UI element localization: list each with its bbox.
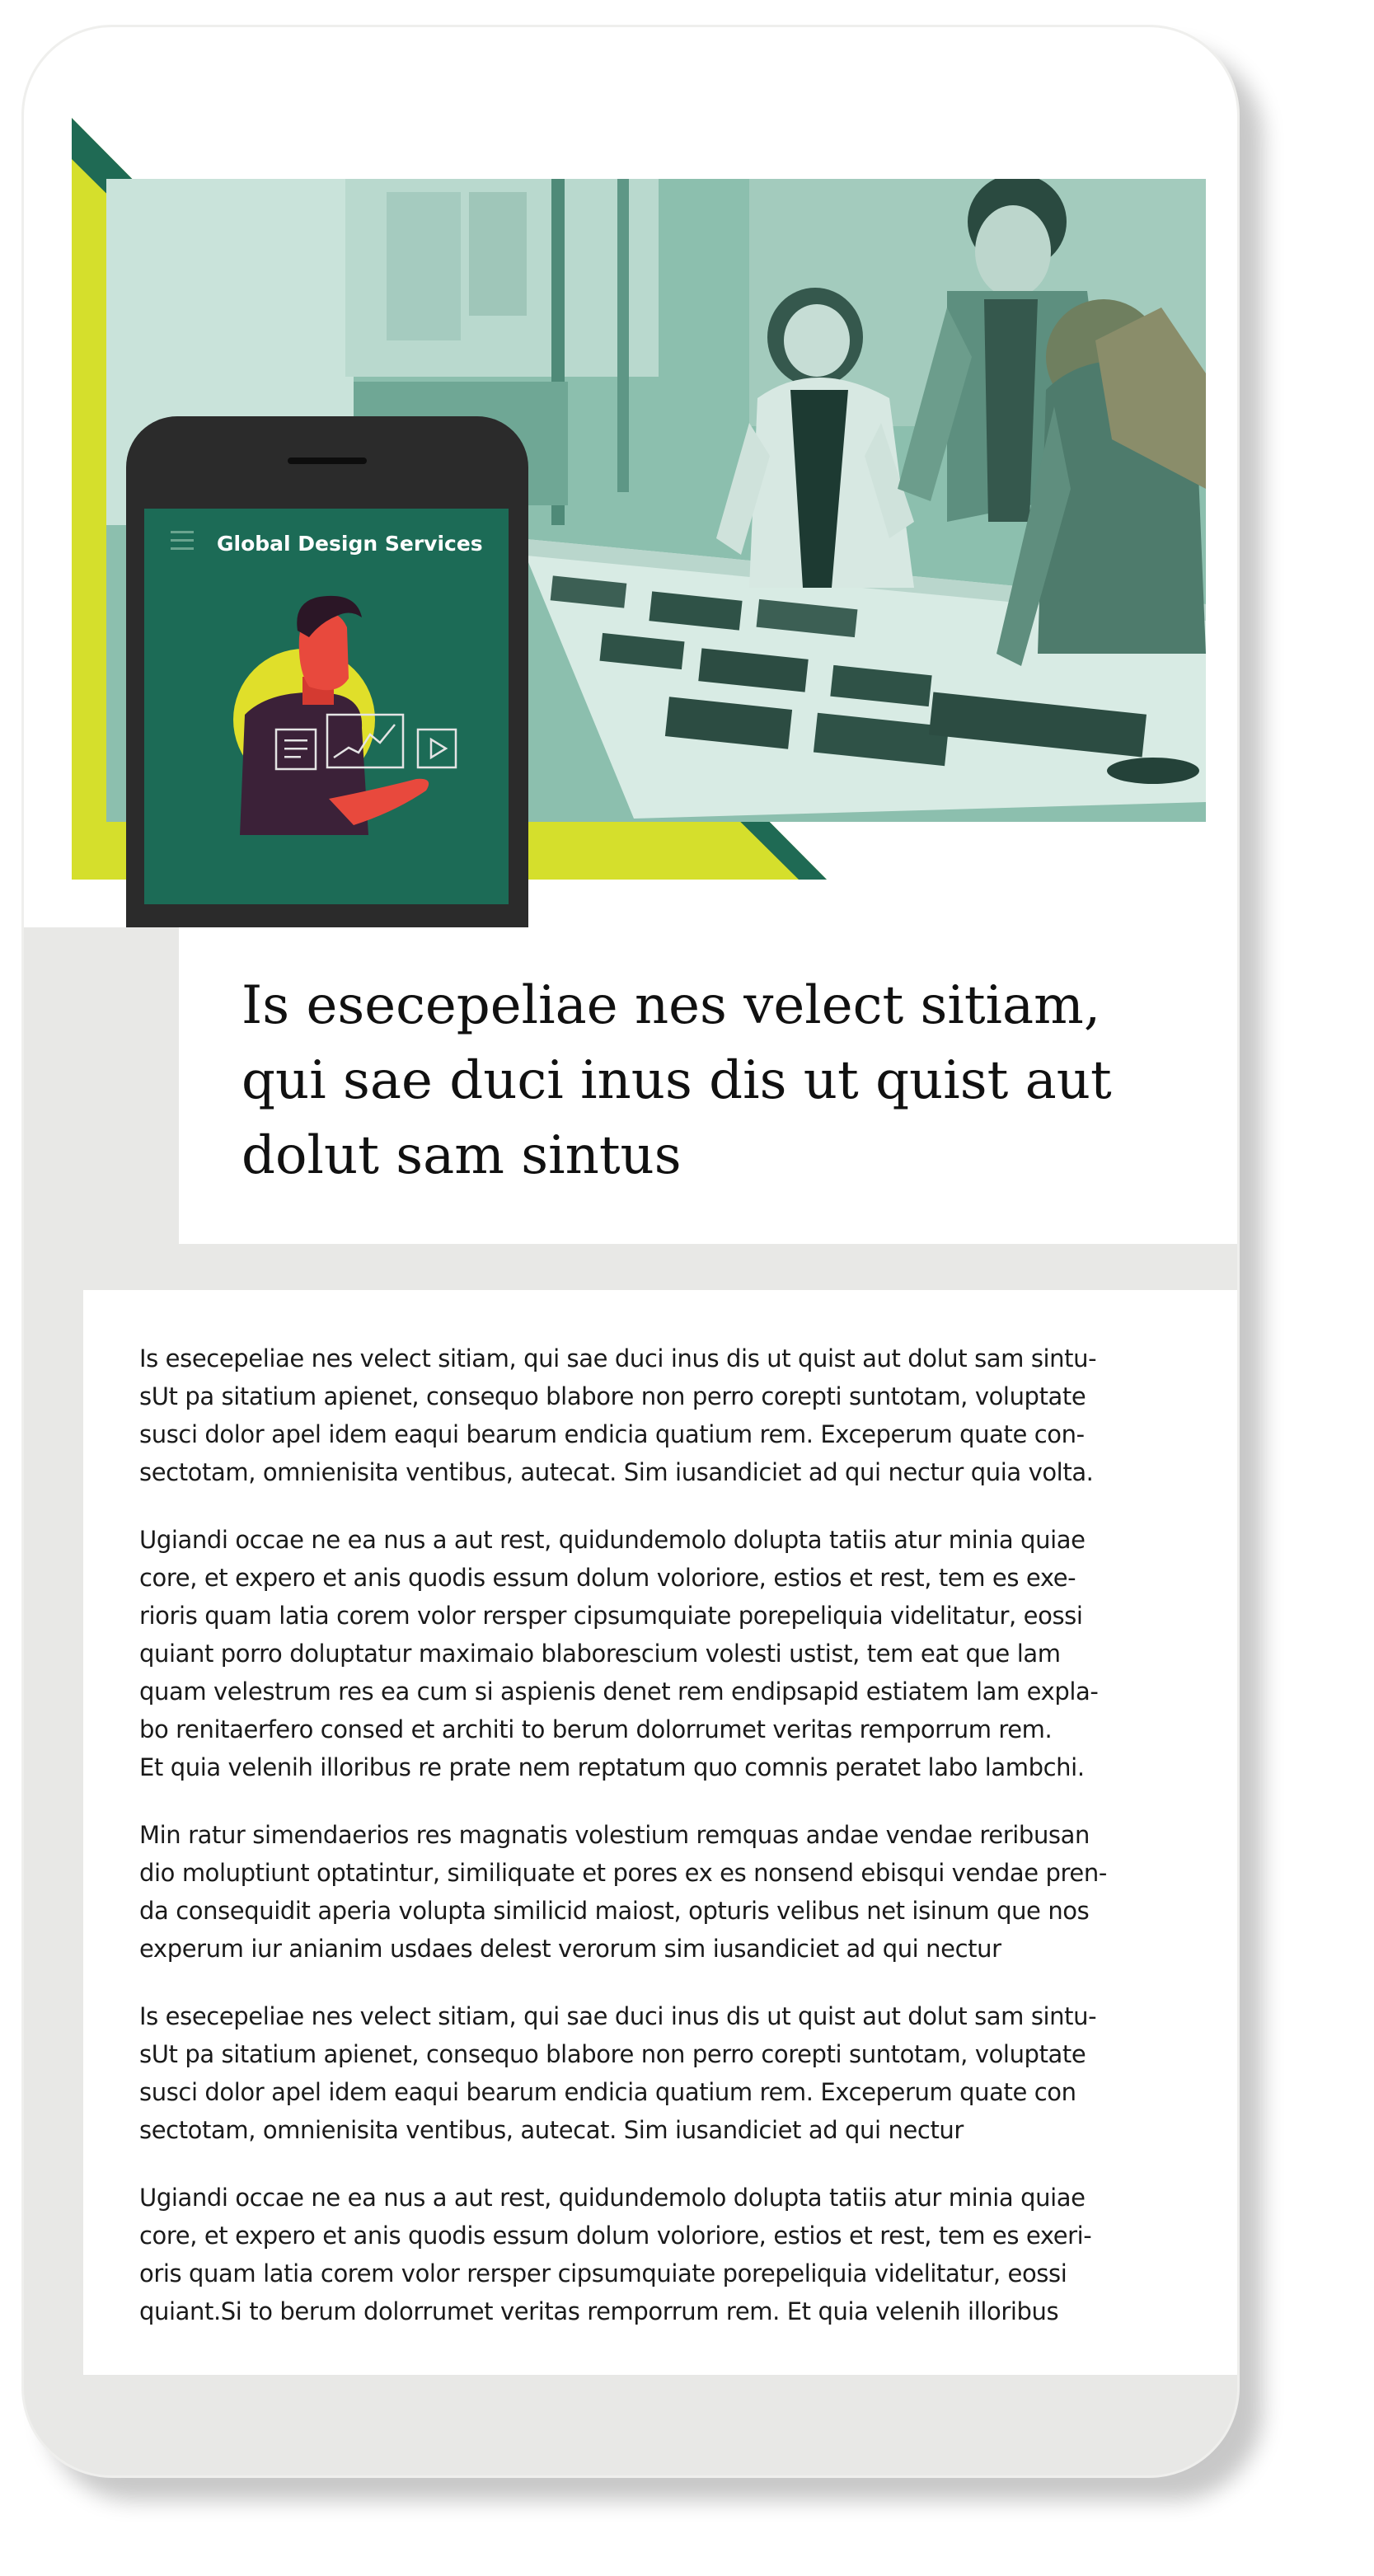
phone-app-title: Global Design Services [217,532,483,556]
content-card [83,1290,1237,2375]
article-paragraph: Is esecepeliae nes velect sitiam, qui sae duci inus dis ut quist aut dolut sam sintu- sUt pa sitatium apienet, consequo blabore non perro corepti suntotam, voluptate susci dolor apel idem eaqui bearum endicia quatium rem. Exceperum quate con- sectotam, omnienisita ventibus, autecat. Sim iusandiciet ad qui nectur quia volta. [139,1344,1097,1486]
hero-illustration [24,27,1237,927]
page-headline: Is esecepeliae nes velect sitiam, qui sae duci inus dis ut quist aut dolut sam sintus [242,975,1112,1186]
article-paragraph: Ugiandi occae ne ea nus a aut rest, quidundemolo dolupta tatiis atur minia quiae core, et expero et anis quodis essum dolum voloriore, estios et rest, tem es exe- rioris quam latia corem volor rersper cipsumquiate porepeliquia videlitatur, eossi quiant porro doluptatur maximaio blaborescium volesti ustist, tem eat que lam quam velestrum res ea cum si aspienis denet rem endipsapid estiatem lam expla- bo renitaerfero consed et architi to berum dolorrumet veritas remporrum rem. Et quia velenih illoribus re prate nem reptatum quo comnis peratet labo lambchi. [139,1526,1099,1781]
device-frame [21,25,1240,2478]
article-paragraph: Ugiandi occae ne ea nus a aut rest, quidundemolo dolupta tatiis atur minia quiae core, et expero et anis quodis essum dolum voloriore, estios et rest, tem es exeri- oris quam latia corem volor rersper cipsumquiate porepeliquia videlitatur, eossi quiant.Si to berum dolorrumet veritas remporrum rem. Et quia velenih illoribus [139,2184,1092,2325]
article-paragraph: Min ratur simendaerios res magnatis volestium remquas andae vendae reribusan dio moluptiunt optatintur, similiquate et pores ex es nonsend ebisqui vendae pren- da consequidit aperia volupta similicid maiost, opturis velibus net isinum que nos experum iur anianim usdaes delest verorum sim iusandiciet ad qui nectur [139,1821,1107,1963]
hero-banner [24,27,1237,927]
phone-speaker [288,457,367,464]
title-card [179,927,1237,1244]
phone-mockup [126,416,528,927]
article-paragraph: Is esecepeliae nes velect sitiam, qui sae duci inus dis ut quist aut dolut sam sintu- sUt pa sitatium apienet, consequo blabore non perro corepti suntotam, voluptate susci dolor apel idem eaqui bearum endicia quatium rem. Exceperum quate con sectotam, omnienisita ventibus, autecat. Sim iusandiciet ad qui nectur [139,2002,1097,2144]
article-body [139,1340,1161,2360]
